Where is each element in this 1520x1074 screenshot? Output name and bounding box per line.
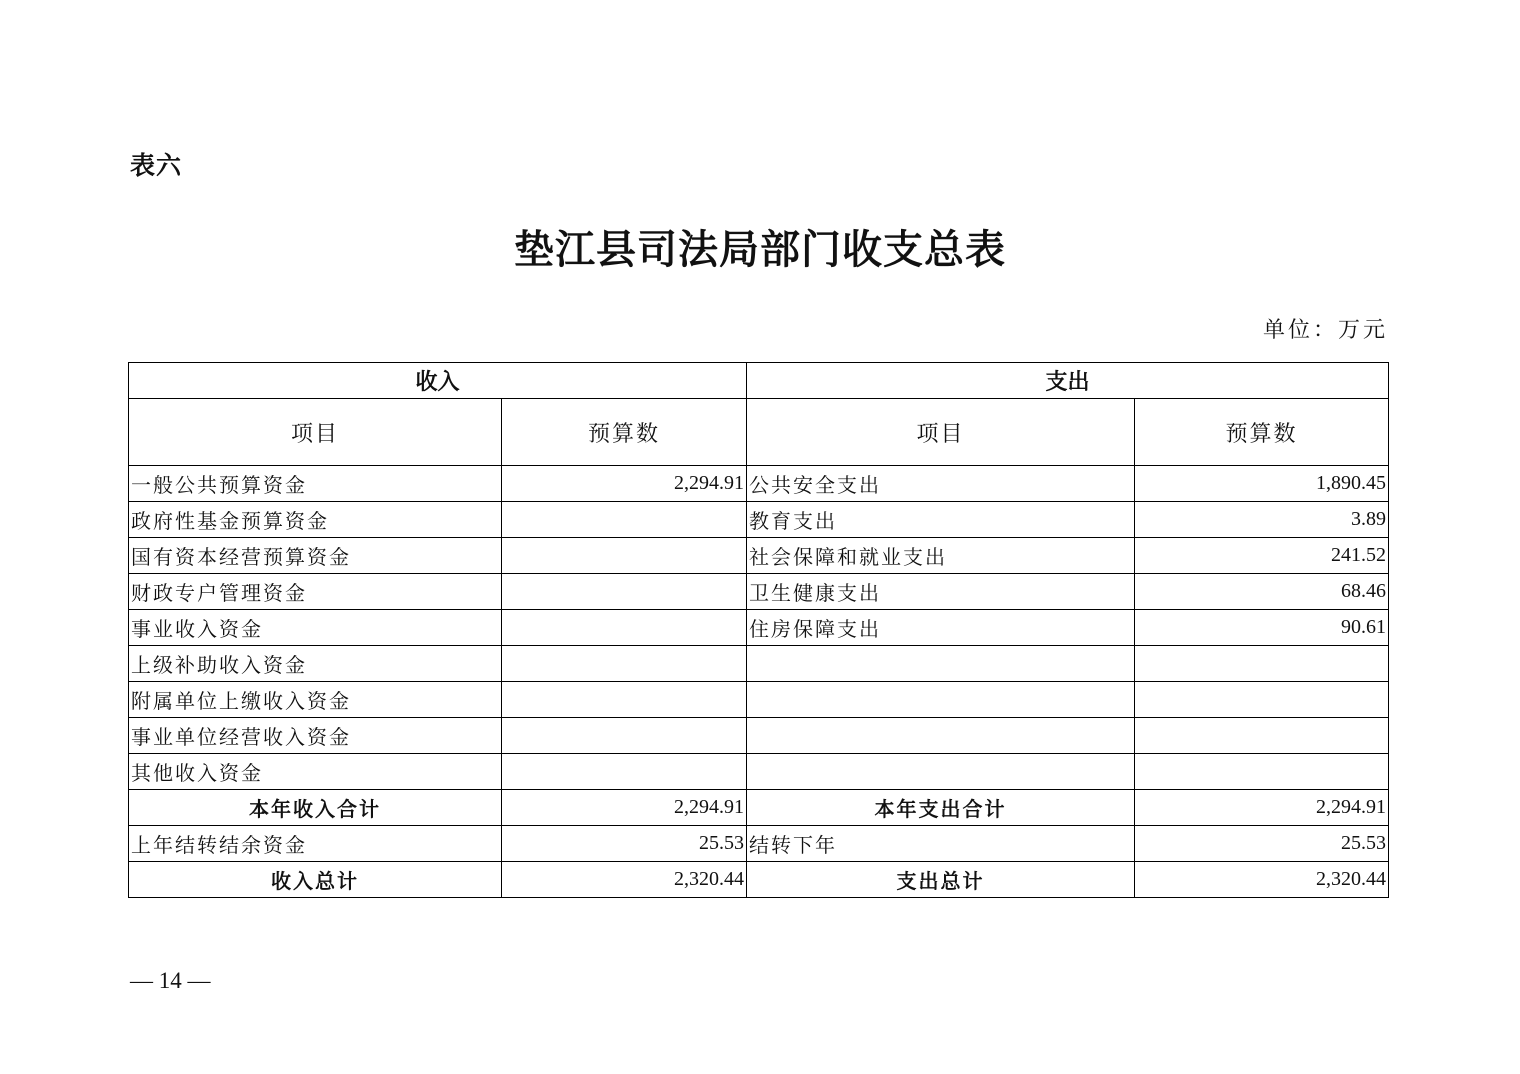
table-row: [129, 502, 1389, 538]
income-total-amount: 2,320.44: [502, 862, 747, 898]
income-item: 政府性基金预算资金: [129, 502, 502, 538]
expense-carryover-amount: 25.53: [1135, 826, 1389, 862]
income-item: 上级补助收入资金: [129, 646, 502, 682]
expense-item: 公共安全支出: [747, 466, 1135, 502]
expense-item: 卫生健康支出: [747, 574, 1135, 610]
income-carryover-amount: 25.53: [502, 826, 747, 862]
income-amount: 2,294.91: [502, 466, 747, 502]
income-amount: [502, 754, 747, 790]
income-item: 附属单位上缴收入资金: [129, 682, 502, 718]
table-label: 表六: [130, 151, 183, 180]
table-row: [129, 754, 1389, 790]
income-item: 财政专户管理资金: [129, 574, 502, 610]
expense-amount: 241.52: [1135, 538, 1389, 574]
expense-amount: [1135, 646, 1389, 682]
expense-subtotal-label: 本年支出合计: [747, 790, 1135, 826]
income-item: 其他收入资金: [129, 754, 502, 790]
income-item: 一般公共预算资金: [129, 466, 502, 502]
expense-total-label: 支出总计: [747, 862, 1135, 898]
table-row: [129, 718, 1389, 754]
expense-amount: 1,890.45: [1135, 466, 1389, 502]
unit-label: 单位：万元: [1262, 318, 1388, 343]
expense-amount: 3.89: [1135, 502, 1389, 538]
income-carryover-label: 上年结转结余资金: [129, 826, 502, 862]
subtotal-row: [129, 790, 1389, 826]
expense-item-header: 项目: [747, 399, 1135, 466]
expense-amount: [1135, 754, 1389, 790]
table-row: [129, 574, 1389, 610]
income-amount: [502, 646, 747, 682]
expense-item: [747, 754, 1135, 790]
income-item: 事业单位经营收入资金: [129, 718, 502, 754]
income-amount: [502, 502, 747, 538]
page-number: — 14 —: [130, 968, 211, 993]
table-row: [129, 466, 1389, 502]
expense-subtotal-amount: 2,294.91: [1135, 790, 1389, 826]
income-amount: [502, 538, 747, 574]
expense-item: 住房保障支出: [747, 610, 1135, 646]
expense-item: [747, 646, 1135, 682]
income-budget-header: 预算数: [502, 399, 747, 466]
expense-amount: [1135, 682, 1389, 718]
income-amount: [502, 718, 747, 754]
expense-section-header: 支出: [747, 363, 1389, 399]
table-row: [129, 610, 1389, 646]
budget-summary-table: [128, 362, 1389, 898]
expense-amount: 68.46: [1135, 574, 1389, 610]
document-title: 垫江县司法局部门收支总表: [514, 226, 1006, 273]
table-row: [129, 646, 1389, 682]
expense-carryover-label: 结转下年: [747, 826, 1135, 862]
table-row: [129, 538, 1389, 574]
income-amount: [502, 682, 747, 718]
income-amount: [502, 610, 747, 646]
expense-amount: [1135, 718, 1389, 754]
expense-item: 教育支出: [747, 502, 1135, 538]
income-section-header: 收入: [129, 363, 747, 399]
income-subtotal-amount: 2,294.91: [502, 790, 747, 826]
income-item-header: 项目: [129, 399, 502, 466]
income-item: 事业收入资金: [129, 610, 502, 646]
income-amount: [502, 574, 747, 610]
income-total-label: 收入总计: [129, 862, 502, 898]
expense-amount: 90.61: [1135, 610, 1389, 646]
grand-total-row: [129, 862, 1389, 898]
carryover-row: [129, 826, 1389, 862]
table-row: [129, 682, 1389, 718]
expense-item: [747, 718, 1135, 754]
column-header-row: [129, 399, 1389, 466]
income-subtotal-label: 本年收入合计: [129, 790, 502, 826]
income-item: 国有资本经营预算资金: [129, 538, 502, 574]
expense-item: [747, 682, 1135, 718]
expense-total-amount: 2,320.44: [1135, 862, 1389, 898]
expense-budget-header: 预算数: [1135, 399, 1389, 466]
expense-item: 社会保障和就业支出: [747, 538, 1135, 574]
section-header-row: [129, 363, 1389, 399]
